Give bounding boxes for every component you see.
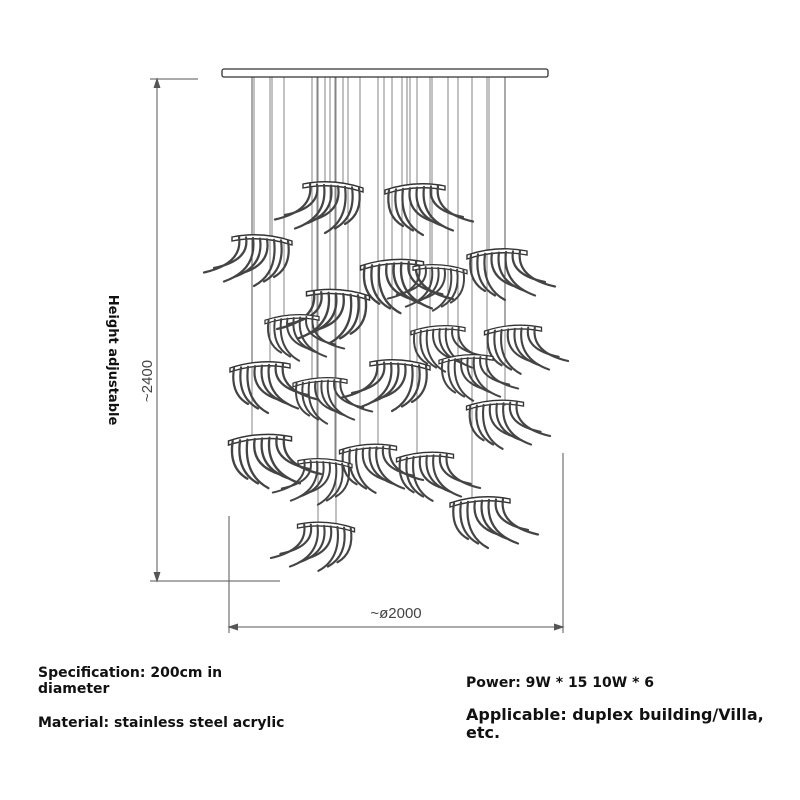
fan-light-unit xyxy=(467,249,555,300)
material-text: Material: stainless steel acrylic xyxy=(38,715,285,731)
light-fans xyxy=(204,182,568,571)
fan-frond xyxy=(474,501,498,534)
fan-frond xyxy=(363,448,385,480)
fan-frond xyxy=(392,365,413,411)
fan-frond xyxy=(318,527,338,571)
fan-light-unit xyxy=(450,497,538,548)
fan-frond xyxy=(330,295,352,344)
fan-frond xyxy=(513,251,545,282)
fan-top-bar xyxy=(232,235,292,245)
fan-light-unit xyxy=(485,325,569,374)
fan-frond xyxy=(309,463,330,493)
fan-top-bar xyxy=(467,400,524,410)
height-dimension xyxy=(150,79,280,581)
fan-frond xyxy=(254,240,275,286)
fan-frond xyxy=(254,439,279,474)
fan-frond xyxy=(440,455,471,484)
fan-light-unit xyxy=(385,184,473,235)
fan-frond xyxy=(254,366,278,399)
fan-top-bar xyxy=(450,497,510,507)
fan-frond xyxy=(510,403,541,432)
fan-top-bar xyxy=(229,434,292,445)
fan-top-bar xyxy=(298,522,355,532)
fan-light-unit xyxy=(204,235,292,286)
fan-frond xyxy=(280,525,311,554)
fan-frond xyxy=(520,251,555,287)
fan-frond xyxy=(455,359,474,401)
fan-frond xyxy=(382,364,406,397)
fan-frond xyxy=(318,463,337,505)
fan-frond xyxy=(501,330,521,374)
fan-top-bar xyxy=(385,184,445,194)
fan-frond xyxy=(438,186,473,222)
fan-frond xyxy=(214,237,246,268)
fan-light-unit xyxy=(271,522,355,571)
fan-frond xyxy=(402,189,423,235)
fan-frond xyxy=(247,440,269,489)
fan-top-bar xyxy=(411,326,465,335)
power-text: Power: 9W * 15 10W * 6 xyxy=(466,675,655,691)
fan-frond xyxy=(247,367,268,413)
fan-frond xyxy=(496,499,528,530)
specification-text: Specification: 200cm in diameter xyxy=(38,665,223,698)
fan-frond xyxy=(516,402,550,436)
fan-frond xyxy=(452,328,481,356)
fan-frond xyxy=(409,188,433,221)
fan-frond xyxy=(461,359,482,389)
fan-frond xyxy=(356,449,376,493)
fan-frond xyxy=(420,456,442,488)
fan-frond xyxy=(204,237,239,273)
fan-frond xyxy=(467,502,488,548)
fan-frond xyxy=(490,404,512,436)
applicable-text: Applicable: duplex building/Villa, etc. xyxy=(466,705,764,743)
fan-frond xyxy=(271,524,305,558)
fan-top-bar xyxy=(413,265,467,274)
fan-frond xyxy=(309,526,331,558)
fan-frond xyxy=(433,330,454,360)
fan-frond xyxy=(528,328,559,357)
fan-frond xyxy=(285,184,317,215)
fan-frond xyxy=(484,254,505,300)
fan-frond xyxy=(491,253,515,286)
fan-light-unit xyxy=(293,378,372,424)
fan-top-bar xyxy=(230,362,290,372)
fan-frond xyxy=(433,269,452,311)
fan-frond xyxy=(352,362,384,393)
fan-frond xyxy=(503,499,538,535)
fan-light-unit xyxy=(467,400,551,449)
fan-frond xyxy=(508,329,530,361)
diameter-value-label: ~ø2000 xyxy=(370,605,422,622)
fan-frond xyxy=(319,294,344,329)
ceiling-canopy xyxy=(222,69,548,77)
fan-frond xyxy=(446,454,480,488)
fan-frond xyxy=(340,379,372,411)
fan-top-bar xyxy=(397,452,454,462)
fan-frond xyxy=(306,317,335,345)
fan-top-bar xyxy=(370,360,430,370)
fan-frond xyxy=(275,184,310,220)
fan-frond xyxy=(534,327,568,361)
fan-top-bar xyxy=(340,444,397,454)
fan-top-bar xyxy=(485,325,542,335)
fan-top-bar xyxy=(467,249,527,259)
fan-light-unit xyxy=(275,182,363,233)
fan-frond xyxy=(334,380,363,408)
fan-frond xyxy=(483,405,503,449)
height-adjustable-label: Height adjustable xyxy=(105,294,120,426)
fan-top-bar xyxy=(293,378,347,387)
fan-frond xyxy=(244,239,268,272)
fan-frond xyxy=(277,291,314,328)
height-value-label: ~2400 xyxy=(139,359,156,403)
fan-light-unit xyxy=(273,459,352,505)
fan-frond xyxy=(379,265,401,314)
fan-frond xyxy=(284,436,321,473)
